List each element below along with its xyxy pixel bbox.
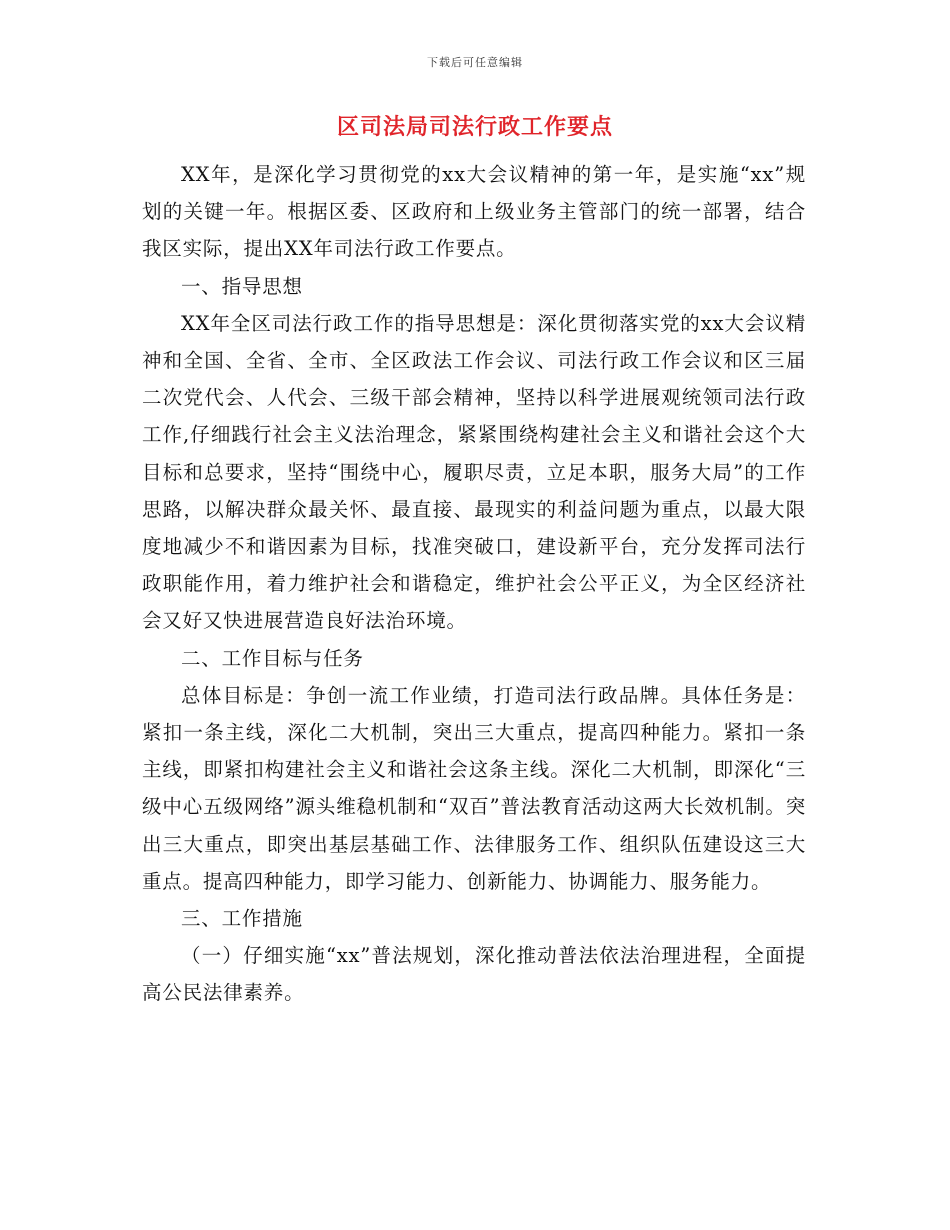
document-title: 区司法局司法行政工作要点 <box>336 114 613 140</box>
paragraph-goals-tasks: 总体目标是：争创一流工作业绩，打造司法行政品牌。具体任务是：紧扣一条主线，深化二大机制，突出三大重点，提高四种能力。紧扣一条主线，即紧扣构建社会主义和谐社会这条主线。深化二大机制，即深化“三级中心五级网络”源头维稳机制和“双百”普法教育活动这两大长效机制。突出三大重点，即突出基层基础工作、法律服务工作、组织队伍建设这三大重点。提高四种能力，即学习能力、创新能力、协调能力、服务能力。 <box>142 683 806 893</box>
section-heading-guiding-thought: 一、指导思想 <box>181 274 303 298</box>
document-body <box>142 156 806 1012</box>
section-heading-measures: 三、工作措施 <box>181 907 303 931</box>
paragraph-intro: XX年，是深化学习贯彻党的xx大会议精神的第一年，是实施“xx”规划的关键一年。根据区委、区政府和上级业务主管部门的统一部署，结合我区实际，提出XX年司法行政工作要点。 <box>142 163 806 261</box>
section-heading-goals-tasks: 二、工作目标与任务 <box>181 646 364 670</box>
page-header-note: 下载后可任意编辑 <box>427 56 523 69</box>
paragraph-measure-1: （一）仔细实施“xx”普法规划，深化推动普法依法治理进程，全面提高公民法律素养。 <box>142 944 806 1005</box>
paragraph-guiding-thought: XX年全区司法行政工作的指导思想是：深化贯彻落实党的xx大会议精神和全国、全省、全市、全区政法工作会议、司法行政工作会议和区三届二次党代会、人代会、三级干部会精神，坚持以科学进展观统领司法行政工作,仔细践行社会主义法治理念，紧紧围绕构建社会主义和谐社会这个大目标和总要求，坚持“围绕中心，履职尽责，立足本职，服务大局”的工作思路，以解决群众最关怀、最直接、最现实的利益问题为重点，以最大限度地减少不和谐因素为目标，找准突破口，建设新平台，充分发挥司法行政职能作用，着力维护社会和谐稳定，维护社会公平正义，为全区经济社会又好又快进展营造良好法治环境。 <box>142 311 806 633</box>
